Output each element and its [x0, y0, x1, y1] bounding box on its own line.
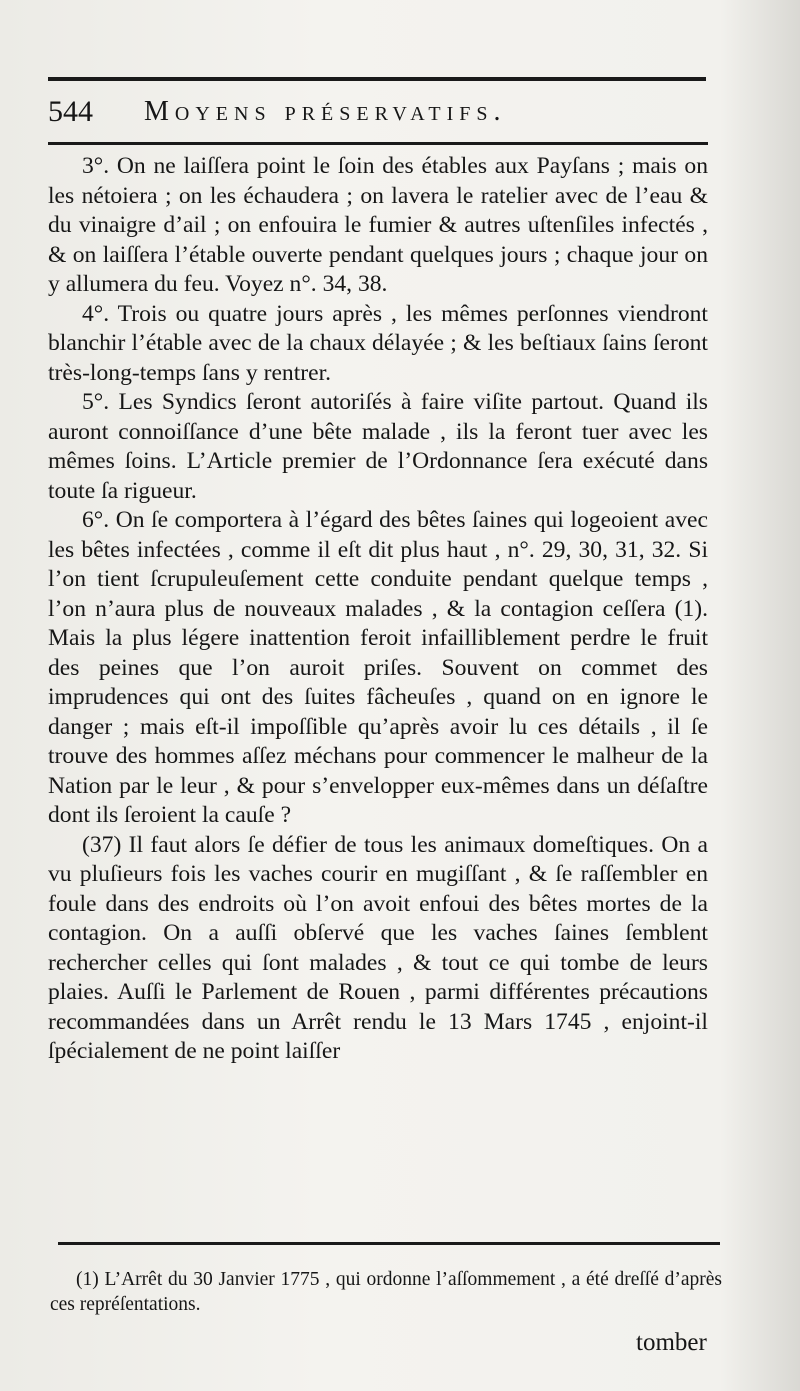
paragraph-37: (37) Il faut alors ſe défier de tous les animaux domeſtiques. On a vu pluſieurs fois les vaches courir en mugiſſant , & ſe raſſembler en foule dans des endroits où l’on avoit enfoui des bêtes mortes de la contagion. On a auſſi obſervé que les vaches ſaines ſemblent rechercher celles qui ſont malades , & tout ce qui tombe de leurs plaies. Auſſi le Parlement de Rouen , parmi différentes précautions recommandées dans un Arrêt rendu le 13 Mars 1745 , enjoint-il ſpécialement de ne point laiſſer: [48, 831, 708, 1064]
top-rule: [48, 77, 706, 81]
footnote-text: (1) L’Arrêt du 30 Janvier 1775 , qui ordonne l’aſſommement , a été dreſſé d’après ces repréſentations.: [50, 1269, 722, 1315]
page-number: 544: [48, 95, 93, 128]
footnote-rule: [58, 1242, 720, 1245]
catchword: tomber: [636, 1329, 707, 1356]
footnote: [50, 1267, 722, 1317]
body-text: [48, 152, 708, 1067]
paragraph-3: 3°. On ne laiſſera point le ſoin des étables aux Payſans ; mais on les nétoiera ; on les échaudera ; on lavera le ratelier avec de l’eau & du vinaigre d’ail ; on enfouira le fumier & autres uſtenſiles infectés , & on laiſſera l’étable ouverte pendant quelques jours ; chaque jour on y allumera du feu. Voyez n°. 34, 38.: [48, 153, 708, 297]
running-head: Moyens préservatifs.: [144, 96, 507, 127]
paragraph-6: 6°. On ſe comportera à l’égard des bêtes ſaines qui logeoient avec les bêtes infectées , comme il eſt dit plus haut , n°. 29, 30, 31, 32. Si l’on tient ſcrupuleuſement cette conduite pendant quelque temps , l’on n’aura plus de nouveaux malades , & la contagion ceſſera (1). Mais la plus légere inattention feroit infailliblement perdre le fruit des peines que l’on auroit priſes. Souvent on commet des imprudences qui ont des ſuites fâcheuſes , quand on en ignore le danger ; mais eſt-il impoſſible qu’après avoir lu ces détails , il ſe trouve des hommes aſſez méchans pour commencer le malheur de la Nation par le leur , & pour s’envelopper eux-mêmes dans un déſaſtre dont ils ſeroient la cauſe ?: [48, 507, 708, 828]
paragraph-5: 5°. Les Syndics ſeront autoriſés à faire viſite partout. Quand ils auront connoiſſance d’une bête malade , ils la feront tuer avec les mêmes ſoins. L’Article premier de l’Ordonnance ſera exécuté dans toute ſa rigueur.: [48, 389, 708, 504]
header-rule: [48, 142, 708, 145]
paragraph-4: 4°. Trois ou quatre jours après , les mêmes perſonnes viendront blanchir l’étable avec de la chaux délayée ; & les beſtiaux ſains ſeront très-long-temps ſans y rentrer.: [48, 300, 708, 386]
page-header: [48, 92, 708, 132]
